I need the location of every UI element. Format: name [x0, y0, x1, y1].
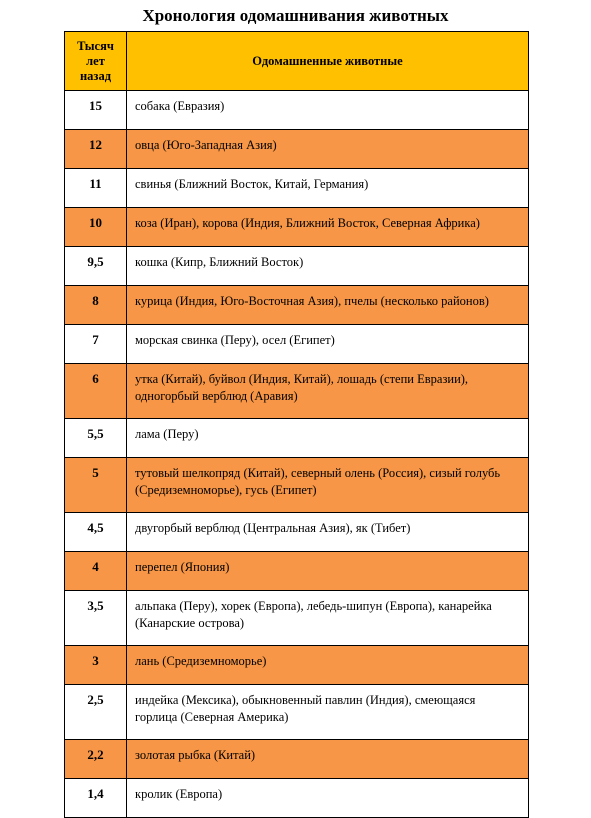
- animals-cell: двугорбый верблюд (Центральная Азия), як (Тибет): [127, 513, 529, 552]
- years-cell: 4: [65, 552, 127, 591]
- animals-cell: овца (Юго-Западная Азия): [127, 130, 529, 169]
- animals-cell: коза (Иран), корова (Индия, Ближний Восток, Северная Африка): [127, 208, 529, 247]
- years-cell: 5,5: [65, 419, 127, 458]
- years-cell: 15: [65, 91, 127, 130]
- table-row: [65, 779, 529, 818]
- animals-cell: золотая рыбка (Китай): [127, 740, 529, 779]
- years-cell: 5: [65, 458, 127, 513]
- animals-cell: лама (Перу): [127, 419, 529, 458]
- years-cell: 7: [65, 325, 127, 364]
- table-row: [65, 740, 529, 779]
- table-row: [65, 419, 529, 458]
- years-cell: 3: [65, 646, 127, 685]
- animals-cell: лань (Средиземноморье): [127, 646, 529, 685]
- years-cell: 2,5: [65, 685, 127, 740]
- years-header-line: назад: [79, 68, 112, 83]
- table-row: [65, 591, 529, 646]
- years-cell: 4,5: [65, 513, 127, 552]
- years-cell: 3,5: [65, 591, 127, 646]
- animals-cell: тутовый шелкопряд (Китай), северный олень (Россия), сизый голубь (Средиземноморье), гусь (Египет): [127, 458, 529, 513]
- table-row: [65, 685, 529, 740]
- table-row: [65, 130, 529, 169]
- table-row: [65, 513, 529, 552]
- years-cell: 9,5: [65, 247, 127, 286]
- domestication-table: [64, 31, 529, 818]
- years-cell: 8: [65, 286, 127, 325]
- animals-cell: морская свинка (Перу), осел (Египет): [127, 325, 529, 364]
- table-row: [65, 208, 529, 247]
- table-row: [65, 169, 529, 208]
- document-title: Хронология одомашнивания животных: [142, 6, 449, 25]
- animals-cell: курица (Индия, Юго-Восточная Азия), пчелы (несколько районов): [127, 286, 529, 325]
- animals-cell: утка (Китай), буйвол (Индия, Китай), лошадь (степи Евразии), одногорбый верблюд (Аравия): [127, 364, 529, 419]
- years-cell: 12: [65, 130, 127, 169]
- animals-cell: перепел (Япония): [127, 552, 529, 591]
- years-header-line: лет: [86, 53, 105, 68]
- animals-cell: альпака (Перу), хорек (Европа), лебедь-шипун (Европа), канарейка (Канарские острова): [127, 591, 529, 646]
- years-cell: 11: [65, 169, 127, 208]
- table-row: [65, 552, 529, 591]
- table-row: [65, 247, 529, 286]
- years-header-line: Тысяч: [77, 38, 114, 53]
- table-row: [65, 364, 529, 419]
- animals-cell: собака (Евразия): [127, 91, 529, 130]
- table-row: [65, 325, 529, 364]
- years-cell: 2,2: [65, 740, 127, 779]
- years-cell: 1,4: [65, 779, 127, 818]
- table-header-row: [65, 32, 529, 91]
- table-row: [65, 286, 529, 325]
- years-cell: 6: [65, 364, 127, 419]
- years-column-header: [65, 32, 127, 91]
- animals-cell: кролик (Европа): [127, 779, 529, 818]
- animals-cell: индейка (Мексика), обыкновенный павлин (Индия), смеющаяся горлица (Северная Америка): [127, 685, 529, 740]
- table-row: [65, 646, 529, 685]
- years-cell: 10: [65, 208, 127, 247]
- animals-cell: свинья (Ближний Восток, Китай, Германия): [127, 169, 529, 208]
- animals-column-header: Одомашненные животные: [127, 32, 529, 91]
- table-row: [65, 458, 529, 513]
- animals-cell: кошка (Кипр, Ближний Восток): [127, 247, 529, 286]
- table-row: [65, 91, 529, 130]
